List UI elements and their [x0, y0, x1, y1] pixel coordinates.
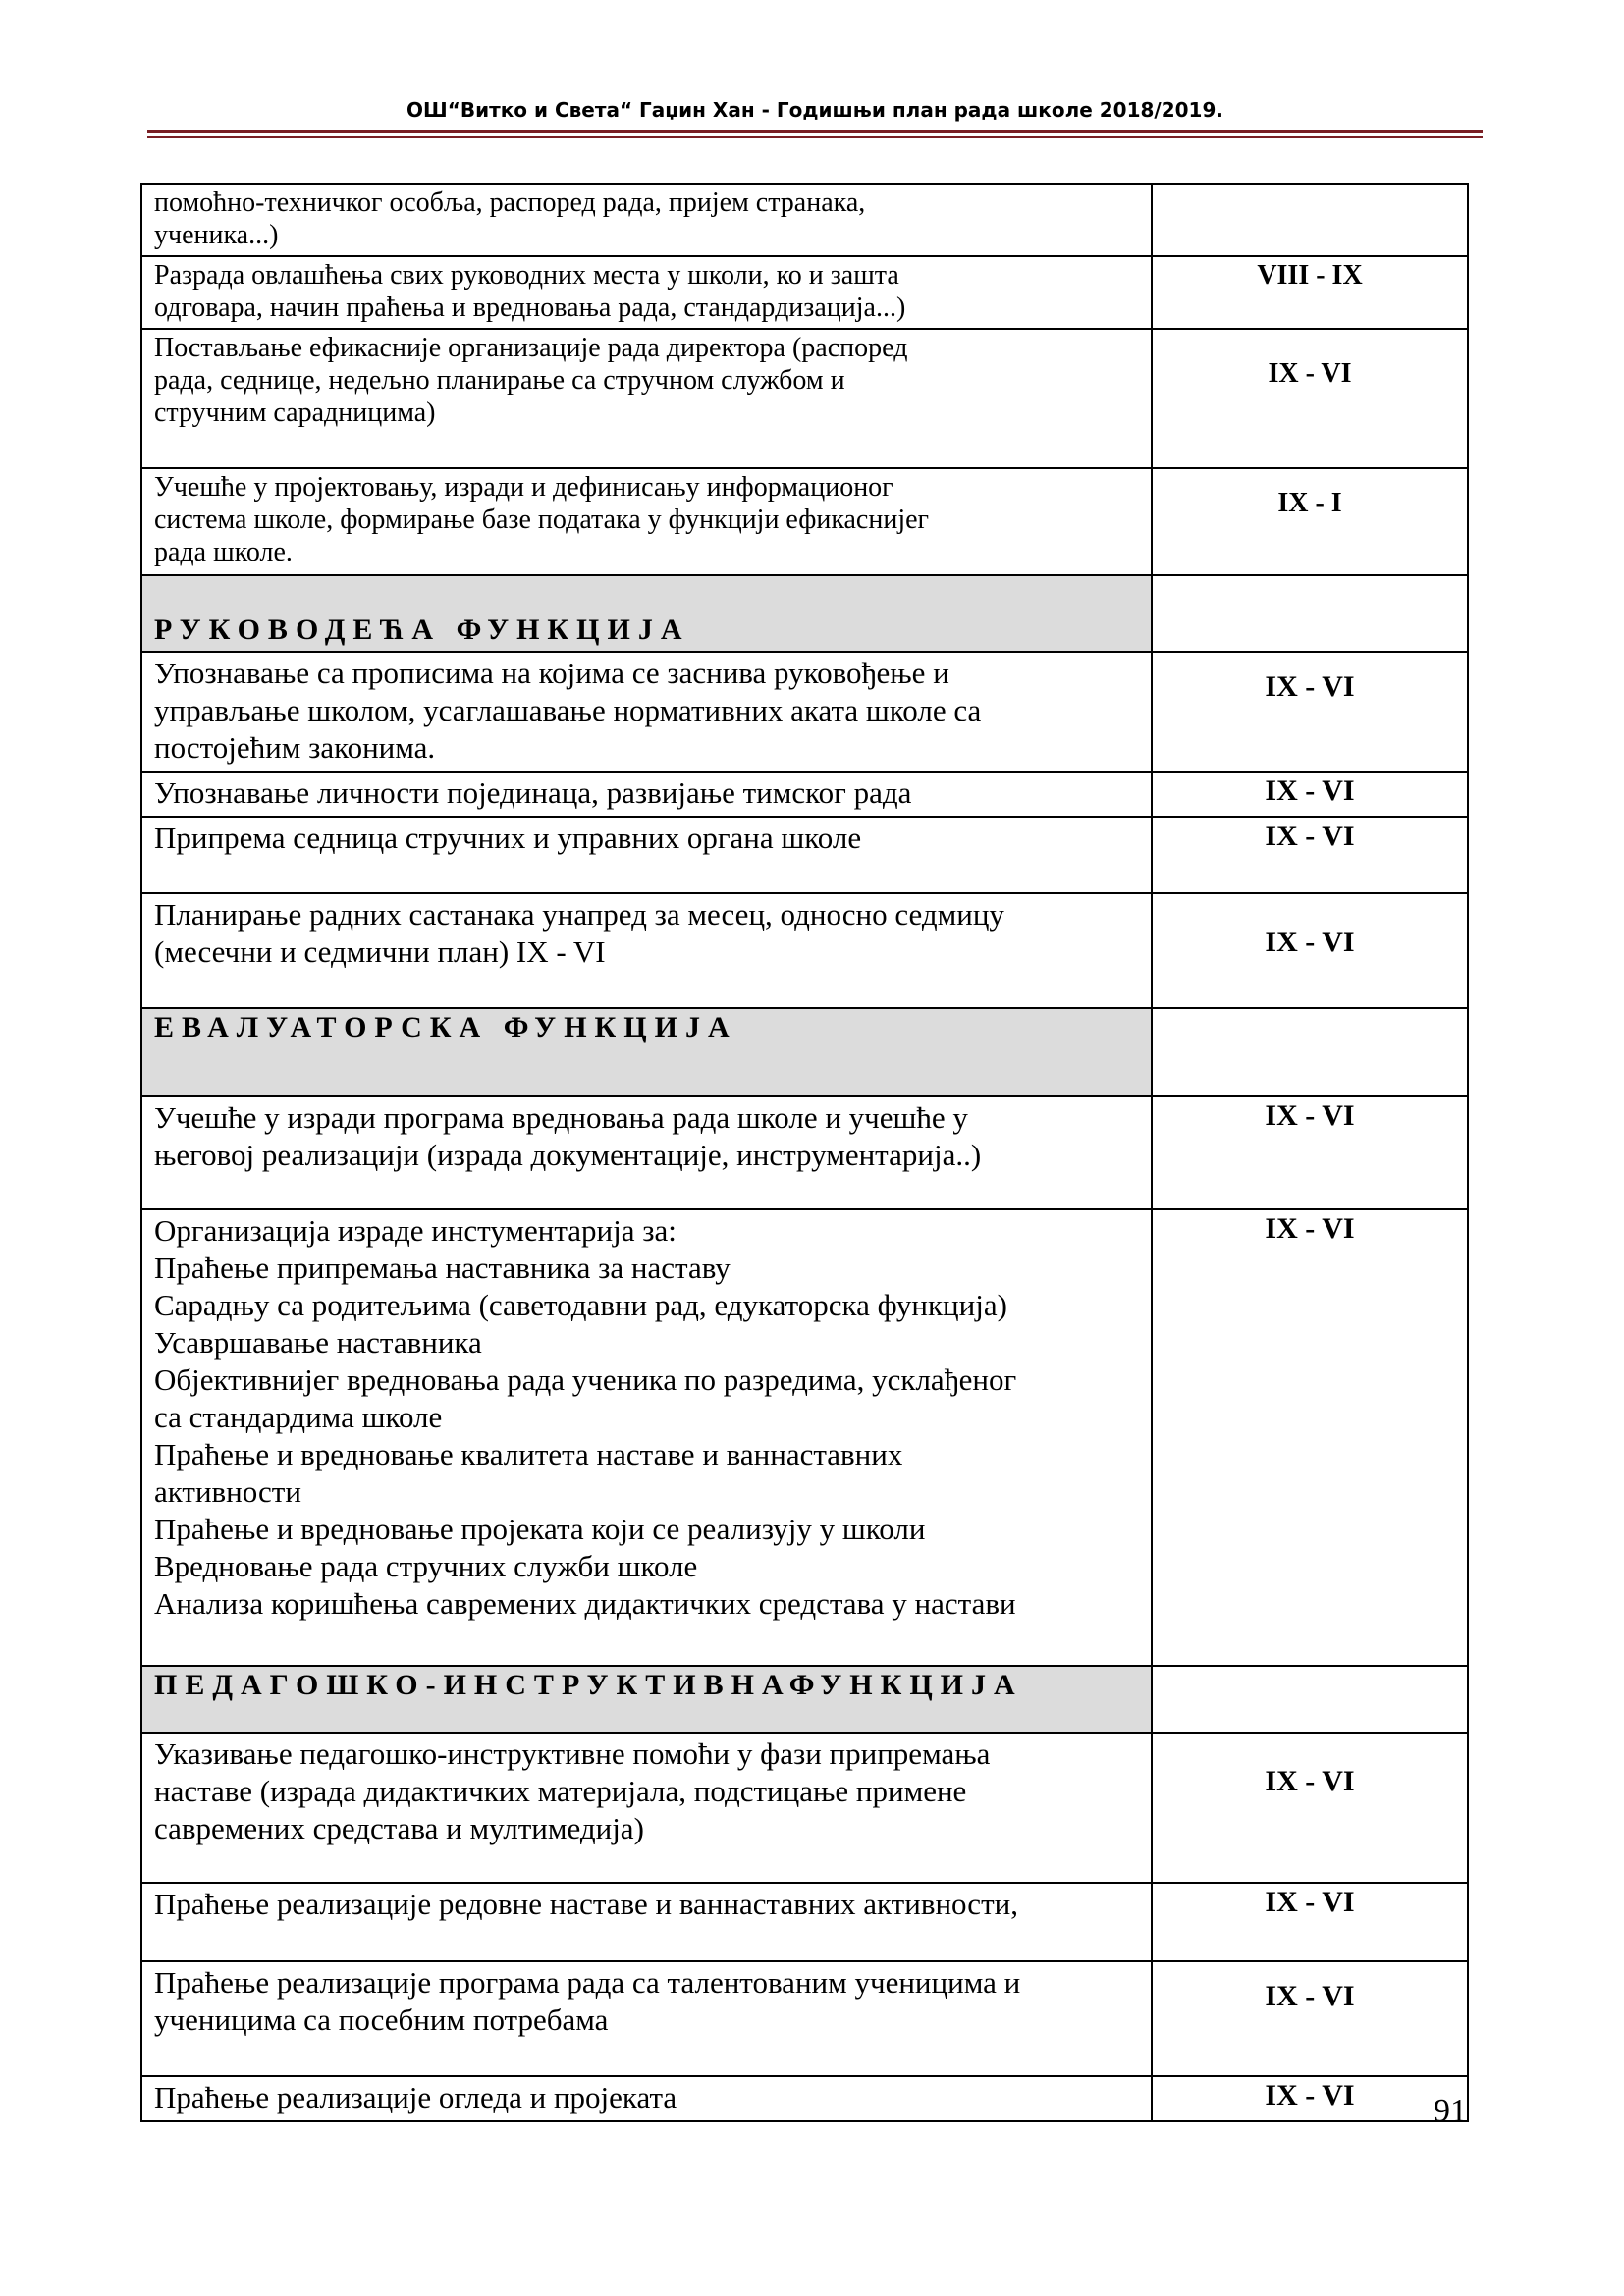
period-cell: [1152, 184, 1468, 256]
table-row: [141, 1733, 1468, 1883]
section-row: [141, 1666, 1468, 1733]
activity-cell: Праћење реализације програма рада са талентованим ученицима и ученицима са посебним потребама: [141, 1961, 1152, 2076]
period-cell: IX - VI: [1152, 1961, 1468, 2076]
activity-cell: Указивање педагошко-инструктивне помоћи у фази припремања наставе (израда дидактичких материјала, подстицање примене савремених средстава и мултимедија): [141, 1733, 1152, 1883]
table-row: [141, 2076, 1468, 2121]
activity-cell: Учешће у изради програма вредновања рада школе и учешће у његовој реализацији (израда документације, инструментарија..): [141, 1096, 1152, 1209]
table-row: [141, 772, 1468, 817]
activity-cell: Разрада овлашћења свих руководних места у школи, ко и зашта одговара, начин праћења и вредновања рада, стандардизација...): [141, 256, 1152, 329]
section-title: РУКОВОДЕЋА ФУНКЦИЈА: [141, 575, 1152, 652]
period-cell: IX - VI: [1152, 1096, 1468, 1209]
table-row: [141, 652, 1468, 772]
table-row: [141, 256, 1468, 329]
table-row: [141, 329, 1468, 468]
table-row: [141, 1883, 1468, 1961]
activity-cell: Упознавање личности појединаца, развијање тимског рада: [141, 772, 1152, 817]
activity-cell: Постављање ефикасније организације рада директора (распоред рада, седнице, недељно планирање са стручном службом и стручним сарадницима): [141, 329, 1152, 468]
period-cell: IX - I: [1152, 468, 1468, 575]
section-title: ЕВАЛУАТОРСКА ФУНКЦИЈА: [141, 1008, 1152, 1096]
table-row: [141, 817, 1468, 893]
section-row: [141, 575, 1468, 652]
header-rule-thin: [147, 136, 1483, 138]
table-row: [141, 1961, 1468, 2076]
activity-cell: Учешће у пројектовању, изради и дефинисању информационог система школе, формирање базе података у функцији ефикаснијег рада школе.: [141, 468, 1152, 575]
period-cell: IX - VI: [1152, 2076, 1468, 2121]
period-cell: IX - VI: [1152, 772, 1468, 817]
table-row: [141, 184, 1468, 256]
period-cell: IX - VI: [1152, 652, 1468, 772]
header-rule: [147, 130, 1483, 133]
period-cell: IX - VI: [1152, 893, 1468, 1008]
table-row: [141, 468, 1468, 575]
table-row: [141, 1096, 1468, 1209]
empty-cell: [1152, 1666, 1468, 1733]
section-title: ПЕДАГОШКО-ИНСТРУКТИВНАФУНКЦИЈА: [141, 1666, 1152, 1733]
period-cell: VIII - IX: [1152, 256, 1468, 329]
period-cell: IX - VI: [1152, 329, 1468, 468]
activity-cell: помоћно-техничког особља, распоред рада, пријем странака, ученика...): [141, 184, 1152, 256]
activity-cell: Праћење реализације редовне наставе и ваннаставних активности,: [141, 1883, 1152, 1961]
activity-cell: Планирање радних састанака унапред за месец, односно седмицу (месечни и седмични план) IX - VI: [141, 893, 1152, 1008]
table-row: [141, 1209, 1468, 1666]
period-cell: IX - VI: [1152, 1209, 1468, 1666]
period-cell: IX - VI: [1152, 1733, 1468, 1883]
section-row: [141, 1008, 1468, 1096]
activity-cell: Упознавање са прописима на којима се заснива руковођење и управљање школом, усаглашавање нормативних аката школе са постојећим законима.: [141, 652, 1152, 772]
period-cell: IX - VI: [1152, 817, 1468, 893]
activity-plan-table: [140, 183, 1469, 2122]
activity-cell: Припрема седница стручних и управних органа школе: [141, 817, 1152, 893]
table-row: [141, 893, 1468, 1008]
activity-cell: Праћење реализације огледа и пројеката: [141, 2076, 1152, 2121]
page-header: ОШ“Витко и Света“ Гаџин Хан - Годишњи план рада школе 2018/2019.: [406, 98, 1223, 122]
activity-cell: Организација израде инстументарија за: Праћење припремања наставника за наставу Сарадњу са родитељима (саветодавни рад, едукаторска функција) Усавршавање наставника Објективнијег вредновања рада ученика по разредима, усклађеног са стандардима школе Праћење и вредновање квалитета наставе и ваннаставних активности Праћење и вредновање пројеката који се реализују у школи Вредновање рада стручних служби школе Анализа коришћења савремених дидактичких средстава у настави: [141, 1209, 1152, 1666]
period-cell: IX - VI: [1152, 1883, 1468, 1961]
page-number: 91: [1434, 2093, 1467, 2129]
empty-cell: [1152, 1008, 1468, 1096]
empty-cell: [1152, 575, 1468, 652]
